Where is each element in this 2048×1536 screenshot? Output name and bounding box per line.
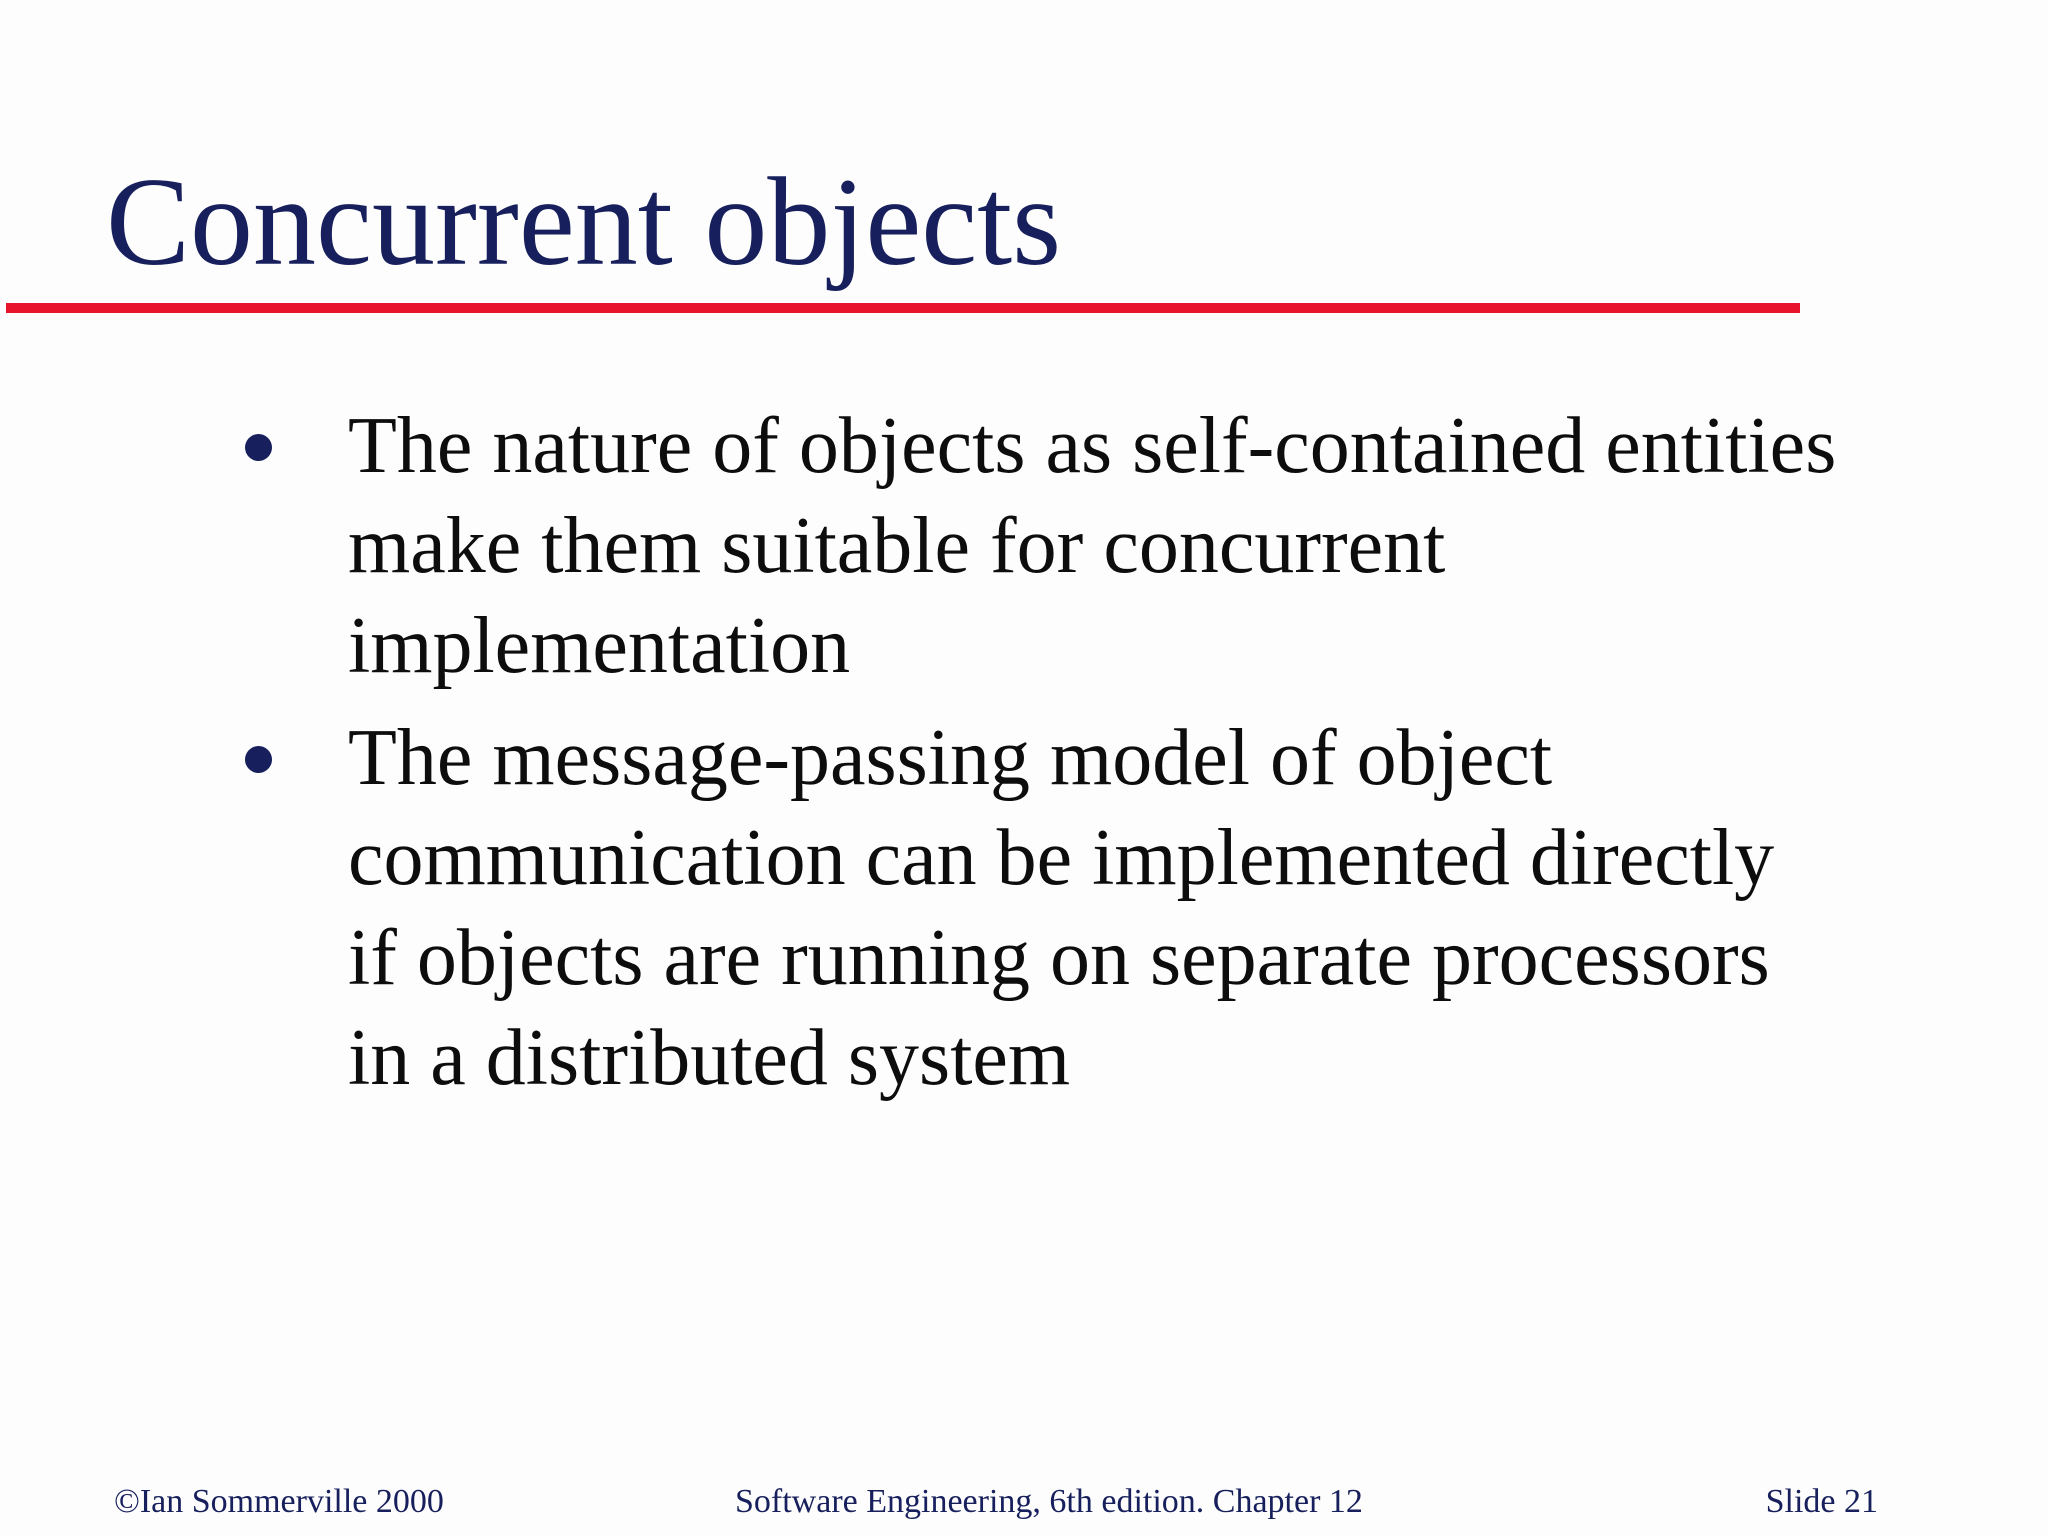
slide-title: Concurrent objects [106, 153, 1062, 292]
footer-book-title: Software Engineering, 6th edition. Chapter 12 [735, 1483, 1363, 1520]
list-item [240, 708, 1840, 1108]
footer-copyright: ©Ian Sommerville 2000 [114, 1483, 444, 1520]
list-item [240, 396, 1840, 696]
bullet-icon [245, 746, 272, 773]
footer-slide-number: Slide 21 [1765, 1483, 1878, 1520]
bullet-list [240, 396, 1840, 1120]
bullet-text: The message-passing model of object communication can be implemented directly if objects are running on separate processors in a distributed system [348, 714, 1775, 1102]
bullet-text: The nature of objects as self-contained entities make them suitable for concurrent implementation [348, 402, 1837, 690]
bullet-icon [245, 434, 272, 461]
title-divider [6, 303, 1800, 313]
